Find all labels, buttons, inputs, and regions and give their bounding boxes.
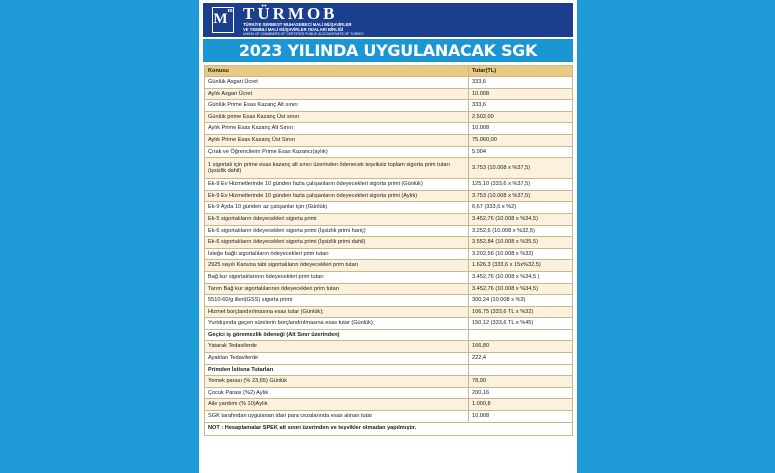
- table-row: [205, 202, 573, 214]
- table-row: [205, 146, 573, 158]
- label-cell: Çocuk Parası (%2) Aylık: [205, 387, 469, 399]
- table-row: [205, 237, 573, 249]
- table-row: [205, 123, 573, 135]
- value-cell: 106,75 (333,6 TL x %32): [469, 306, 573, 318]
- value-cell: 10.008: [469, 88, 573, 100]
- label-cell: Günlük prime Esas Kazanç Üst sınırı: [205, 111, 469, 123]
- label-cell: Ayaktan Tedavilerde: [205, 353, 469, 365]
- label-cell: İsteğe bağlı sigortalıların ödeyecekleri prim tutarı: [205, 248, 469, 260]
- value-cell: 78,90: [469, 376, 573, 388]
- table-row: [205, 341, 573, 353]
- label-cell: 1 sigortalı için prime esas kazanç alt sınırı üzerinden ödenecek teşviksiz toplam sigorta prim tutarı (işsizlik dahil): [205, 158, 469, 179]
- value-cell: Tutar(TL): [469, 66, 573, 77]
- label-cell: Yemek parası (% 23,65) Günlük: [205, 376, 469, 388]
- label-cell: Primden İstisna Tutarları: [205, 364, 469, 376]
- value-cell: 150,12 (333,6 TL x %45): [469, 318, 573, 330]
- table-row: [205, 318, 573, 330]
- table-row: [205, 399, 573, 411]
- label-cell: Konusu: [205, 66, 469, 77]
- label-cell: 5510-60/g illeri(GSS) sigorta primi: [205, 295, 469, 307]
- label-cell: Geçici iş göremezlik ödeneği (Alt Sınır üzerinden): [205, 329, 469, 341]
- footnote-row: [205, 422, 573, 435]
- label-cell: Ek-6 sigortalıların ödeyecekleri sigorta primi (İşsizlik primi dahil): [205, 237, 469, 249]
- value-cell: 2.502,00: [469, 111, 573, 123]
- table-row: [205, 111, 573, 123]
- page-title: 2023 YILINDA UYGULANACAK SGK: [203, 39, 573, 62]
- table-row: [205, 190, 573, 202]
- value-cell: 166,80: [469, 341, 573, 353]
- label-cell: Ek-6 sigortalıların ödeyecekleri sigorta primi (İşsizlik primi hariç): [205, 225, 469, 237]
- table-row: [205, 179, 573, 191]
- label-cell: Çırak ve Öğrencilerin Prime Esas Kazancı(aylık): [205, 146, 469, 158]
- table-row: [205, 134, 573, 146]
- value-cell: 333,6: [469, 100, 573, 112]
- table-row: [205, 283, 573, 295]
- brand-name: TÜRMOB: [243, 4, 338, 23]
- value-cell: 3.252,6 (10.008 x %32,5): [469, 225, 573, 237]
- section-header-row: [205, 329, 573, 341]
- table-row: [205, 88, 573, 100]
- label-cell: 2925 sayılı Kanuna tabi sigortalıların ödeyecekleri prim tutarı: [205, 260, 469, 272]
- label-cell: Tarım Bağ kur sigortalılarının ödeyecekleri prim tutarı: [205, 283, 469, 295]
- value-cell: 222,4: [469, 353, 573, 365]
- value-cell: 3.452,76 (10.008 x %34,5): [469, 213, 573, 225]
- footnote: NOT : Hesaplamalar SPEK alt sınırı üzerinden ve teşvikler olmadan yapılmıştır.: [205, 422, 573, 435]
- table-row: [205, 306, 573, 318]
- turmob-logo: $M^m$: [212, 7, 234, 33]
- value-cell: 333,6: [469, 77, 573, 89]
- value-cell: 3.452,76 (10.008 x %34,5): [469, 283, 573, 295]
- empty-cell: [469, 364, 573, 376]
- table-row: [205, 295, 573, 307]
- label-cell: Aile yardımı (% 10)Aylık: [205, 399, 469, 411]
- table-row: [205, 271, 573, 283]
- value-cell: 1.000,8: [469, 399, 573, 411]
- value-cell: 3.753 (10.008 x %37,5): [469, 158, 573, 179]
- value-cell: 6,67 (333,6 x %2): [469, 202, 573, 214]
- value-cell: 3.452,76 (10.008 x %34,5 ): [469, 271, 573, 283]
- label-cell: Ek-9 Ev Hizmetlerinde 10 günden fazla çalışanların ödeyecekleri sigorta primi (Günlük): [205, 179, 469, 191]
- table-row: [205, 100, 573, 112]
- table-row: [205, 225, 573, 237]
- table-row: [205, 353, 573, 365]
- value-cell: 10.008: [469, 123, 573, 135]
- table-header-row: [205, 66, 573, 77]
- value-cell: 300,24 (10.008 x %3): [469, 295, 573, 307]
- section-header-row: [205, 364, 573, 376]
- table-row: [205, 411, 573, 423]
- empty-cell: [469, 329, 573, 341]
- label-cell: Aylık Prime Esas Kazanç Alt Sınırı: [205, 123, 469, 135]
- value-cell: 3.202,56 (10.008 x %32): [469, 248, 573, 260]
- sgk-parameters-table: [204, 65, 573, 436]
- org-line-1: TÜRKİYE SERBEST MUHASEBECİ MALİ MÜŞAVİRLER: [243, 22, 352, 27]
- label-cell: Ek-9 Ev Hizmetlerinde 10 günden fazla çalışanların ödeyecekleri sigorta primi (Aylık): [205, 190, 469, 202]
- table-row: [205, 260, 573, 272]
- label-cell: Yatarak Tedavilerde: [205, 341, 469, 353]
- value-cell: 3.753 (10.008 x %37,5): [469, 190, 573, 202]
- label-cell: Ek-9 Ayda 10 günden az çalışanlar için (Günlük): [205, 202, 469, 214]
- label-cell: Aylık Prime Esas Kazanç Üst Sınırı: [205, 134, 469, 146]
- turmob-header: [203, 3, 573, 37]
- label-cell: SGK tarafından uygulanan idari para cezalarında esas alınan tutar: [205, 411, 469, 423]
- table-row: [205, 213, 573, 225]
- org-line-2: VE YEMİNLİ MALİ MÜŞAVİRLER ODALARI BİRLİĞİ: [243, 27, 344, 32]
- value-cell: 200,16: [469, 387, 573, 399]
- document-page: [199, 0, 577, 473]
- value-cell: 3.552,84 (10.008 x %35,5): [469, 237, 573, 249]
- value-cell: 5.004: [469, 146, 573, 158]
- label-cell: Ek-5 sigortalıların ödeyecekleri sigorta primi: [205, 213, 469, 225]
- value-cell: 125,10 (333,6 x %37,5): [469, 179, 573, 191]
- org-line-3: UNION OF CHAMBERS OF CERTIFIED PUBLIC ACCOUNTANTS OF TURKEY: [243, 32, 364, 36]
- label-cell: Günlük Asgari Ücret: [205, 77, 469, 89]
- label-cell: Günlük Prime Esas Kazanç Alt sınırı: [205, 100, 469, 112]
- value-cell: 10.008: [469, 411, 573, 423]
- label-cell: Hizmet borçlandırılmasına esas tutar (Günlük);: [205, 306, 469, 318]
- table-row: [205, 77, 573, 89]
- value-cell: 1.626,3 (333,6 x 15x%32,5): [469, 260, 573, 272]
- value-cell: 75.060,00: [469, 134, 573, 146]
- table-row: [205, 376, 573, 388]
- table-row: [205, 158, 573, 179]
- label-cell: Yurtdışında geçen sürelerin borçlandırılmasına esas tutar (Günlük);: [205, 318, 469, 330]
- label-cell: Bağ kur sigortalılarının ödeyecekleri prim tutarı: [205, 271, 469, 283]
- label-cell: Aylık Asgari Ücret: [205, 88, 469, 100]
- table-row: [205, 387, 573, 399]
- table-row: [205, 248, 573, 260]
